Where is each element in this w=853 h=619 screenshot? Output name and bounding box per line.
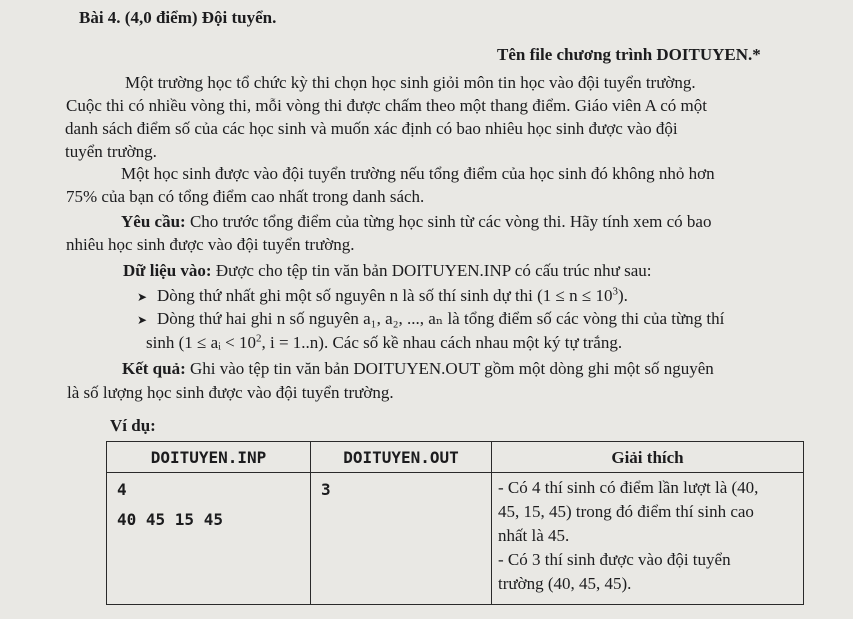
bullet-arrow-icon: ➤ [137, 313, 148, 327]
bullet-arrow-icon: ➤ [137, 290, 148, 304]
output-line-1: 3 [321, 480, 331, 499]
header-input-file: DOITUYEN.INP [107, 442, 311, 473]
bullet-2-text-a: sinh (1 ≤ aᵢ < 10 [146, 333, 256, 352]
requirement-line-2: nhiêu học sinh được vào đội tuyển trường. [66, 235, 355, 254]
input-line-1: 4 [117, 480, 127, 499]
paragraph-line: Một học sinh được vào đội tuyển trường nếu tổng điểm của học sinh đó không nhỏ hơn [121, 164, 715, 183]
header-explanation: Giải thích [492, 442, 804, 473]
input-bullet-2: Dòng thứ hai ghi n số nguyên a₁, a₂, ..., aₙ là tổng điểm số các vòng thi của từng thí [157, 309, 725, 328]
explanation-line: 45, 15, 45) trong đó điểm thí sinh cao [498, 502, 754, 521]
input-bullet-1 [157, 284, 628, 307]
requirement-text: Cho trước tổng điểm của từng học sinh từ các vòng thi. Hãy tính xem có bao [185, 212, 712, 231]
requirement-label: Yêu cầu: [121, 212, 186, 231]
bullet-1-exponent: 3 [612, 285, 618, 298]
input-label: Dữ liệu vào: [123, 261, 212, 280]
bullet-1-end: ). [617, 286, 628, 305]
problem-title: Bài 4. (4,0 điểm) Đội tuyển. [79, 8, 277, 27]
paragraph-line: 75% của bạn có tổng điểm cao nhất trong danh sách. [66, 187, 425, 206]
explanation-line: - Có 3 thí sinh được vào đội tuyển [498, 550, 731, 569]
table-row [107, 473, 804, 605]
input-text: Được cho tệp tin văn bản DOITUYEN.INP có cấu trúc như sau: [211, 261, 652, 280]
table-header-row [107, 442, 804, 473]
paragraph-line: danh sách điểm số của các học sinh và muốn xác định có bao nhiêu học sinh được vào đội [65, 119, 678, 138]
input-cell [107, 473, 311, 605]
output-cell [311, 473, 492, 605]
input-description [123, 259, 651, 282]
paragraph-line: tuyển trường. [65, 142, 157, 161]
paragraph-line: Cuộc thi có nhiều vòng thi, mỗi vòng thi được chấm theo một thang điểm. Giáo viên A có một [66, 96, 707, 115]
bullet-2-exponent: 2 [256, 332, 262, 345]
explanation-cell [492, 473, 804, 605]
explanation-line: nhất là 45. [498, 526, 570, 545]
example-table [106, 441, 804, 605]
header-output-file: DOITUYEN.OUT [311, 442, 492, 473]
output-description-line-2: là số lượng học sinh được vào đội tuyển trường. [67, 383, 394, 402]
program-file-name: Tên file chương trình DOITUYEN.* [497, 45, 761, 64]
bullet-2-text-b: , i = 1..n). Các số kề nhau cách nhau một ký tự trắng. [261, 333, 623, 352]
example-label: Ví dụ: [110, 416, 156, 435]
requirement-line [121, 210, 711, 233]
paragraph-line: Một trường học tổ chức kỳ thi chọn học sinh giỏi môn tin học vào đội tuyển trường. [125, 73, 696, 92]
output-label: Kết quả: [122, 359, 186, 378]
explanation-line: trường (40, 45, 45). [498, 574, 632, 593]
output-description [122, 357, 714, 380]
input-line-2: 40 45 15 45 [117, 510, 223, 529]
input-bullet-2-line-2 [146, 331, 622, 354]
explanation-line: - Có 4 thí sinh có điểm lần lượt là (40, [498, 478, 759, 497]
bullet-1-text: Dòng thứ nhất ghi một số nguyên n là số thí sinh dự thi (1 ≤ n ≤ 10 [157, 286, 613, 305]
output-text: Ghi vào tệp tin văn bản DOITUYEN.OUT gồm một dòng ghi một số nguyên [185, 359, 714, 378]
